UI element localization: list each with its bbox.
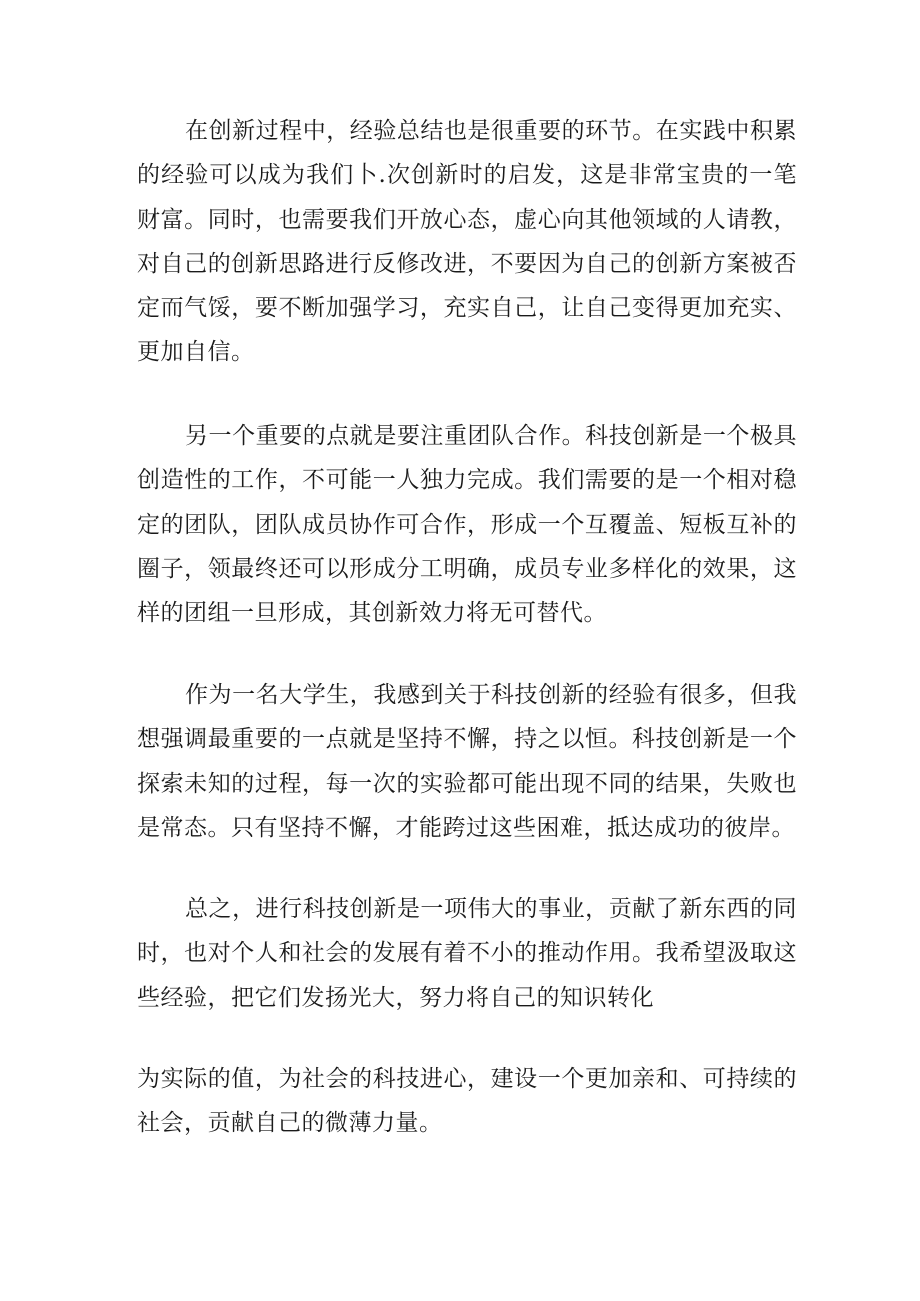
paragraph-experience-summary: 在创新过程中，经验总结也是很重要的环节。在实践中积累的经验可以成为我们卜.次创新时的启发，这是非常宝贵的一笔财富。同时，也需要我们开放心态，虚心向其他领域的人请教，对自己的创新思路进行反修改进，不要因为自己的创新方案被否定而气馁，要不断加强学习，充实自己，让自己变得更加充实、更加自信。 [137,118,797,366]
paragraph-conclusion: 总之，进行科技创新是一项伟大的事业，贡献了新东西的同时，也对个人和社会的发展有着不小的推动作用。我希望汲取这些经验，把它们发扬光大，努力将自己的知识转化 [137,896,797,1011]
paragraph-conclusion-continued: 为实际的值，为社会的科技进心，建设一个更加亲和、可持续的社会，贡献自己的微薄力量。 [137,1066,797,1137]
paragraph-perseverance: 作为一名大学生，我感到关于科技创新的经验有很多，但我想强调最重要的一点就是坚持不懈，持之以恒。科技创新是一个探索未知的过程，每一次的实验都可能出现不同的结果，失败也是常态。只有坚持不懈，才能跨过这些困难，抵达成功的彼岸。 [137,682,797,841]
paragraph-teamwork: 另一个重要的点就是要注重团队合作。科技创新是一个极具创造性的工作，不可能一人独力完成。我们需要的是一个相对稳定的团队，团队成员协作可合作，形成一个互覆盖、短板互补的圈子，领最终还可以形成分工明确，成员专业多样化的效果，这样的团组一旦形成，其创新效力将无可替代。 [137,423,797,627]
